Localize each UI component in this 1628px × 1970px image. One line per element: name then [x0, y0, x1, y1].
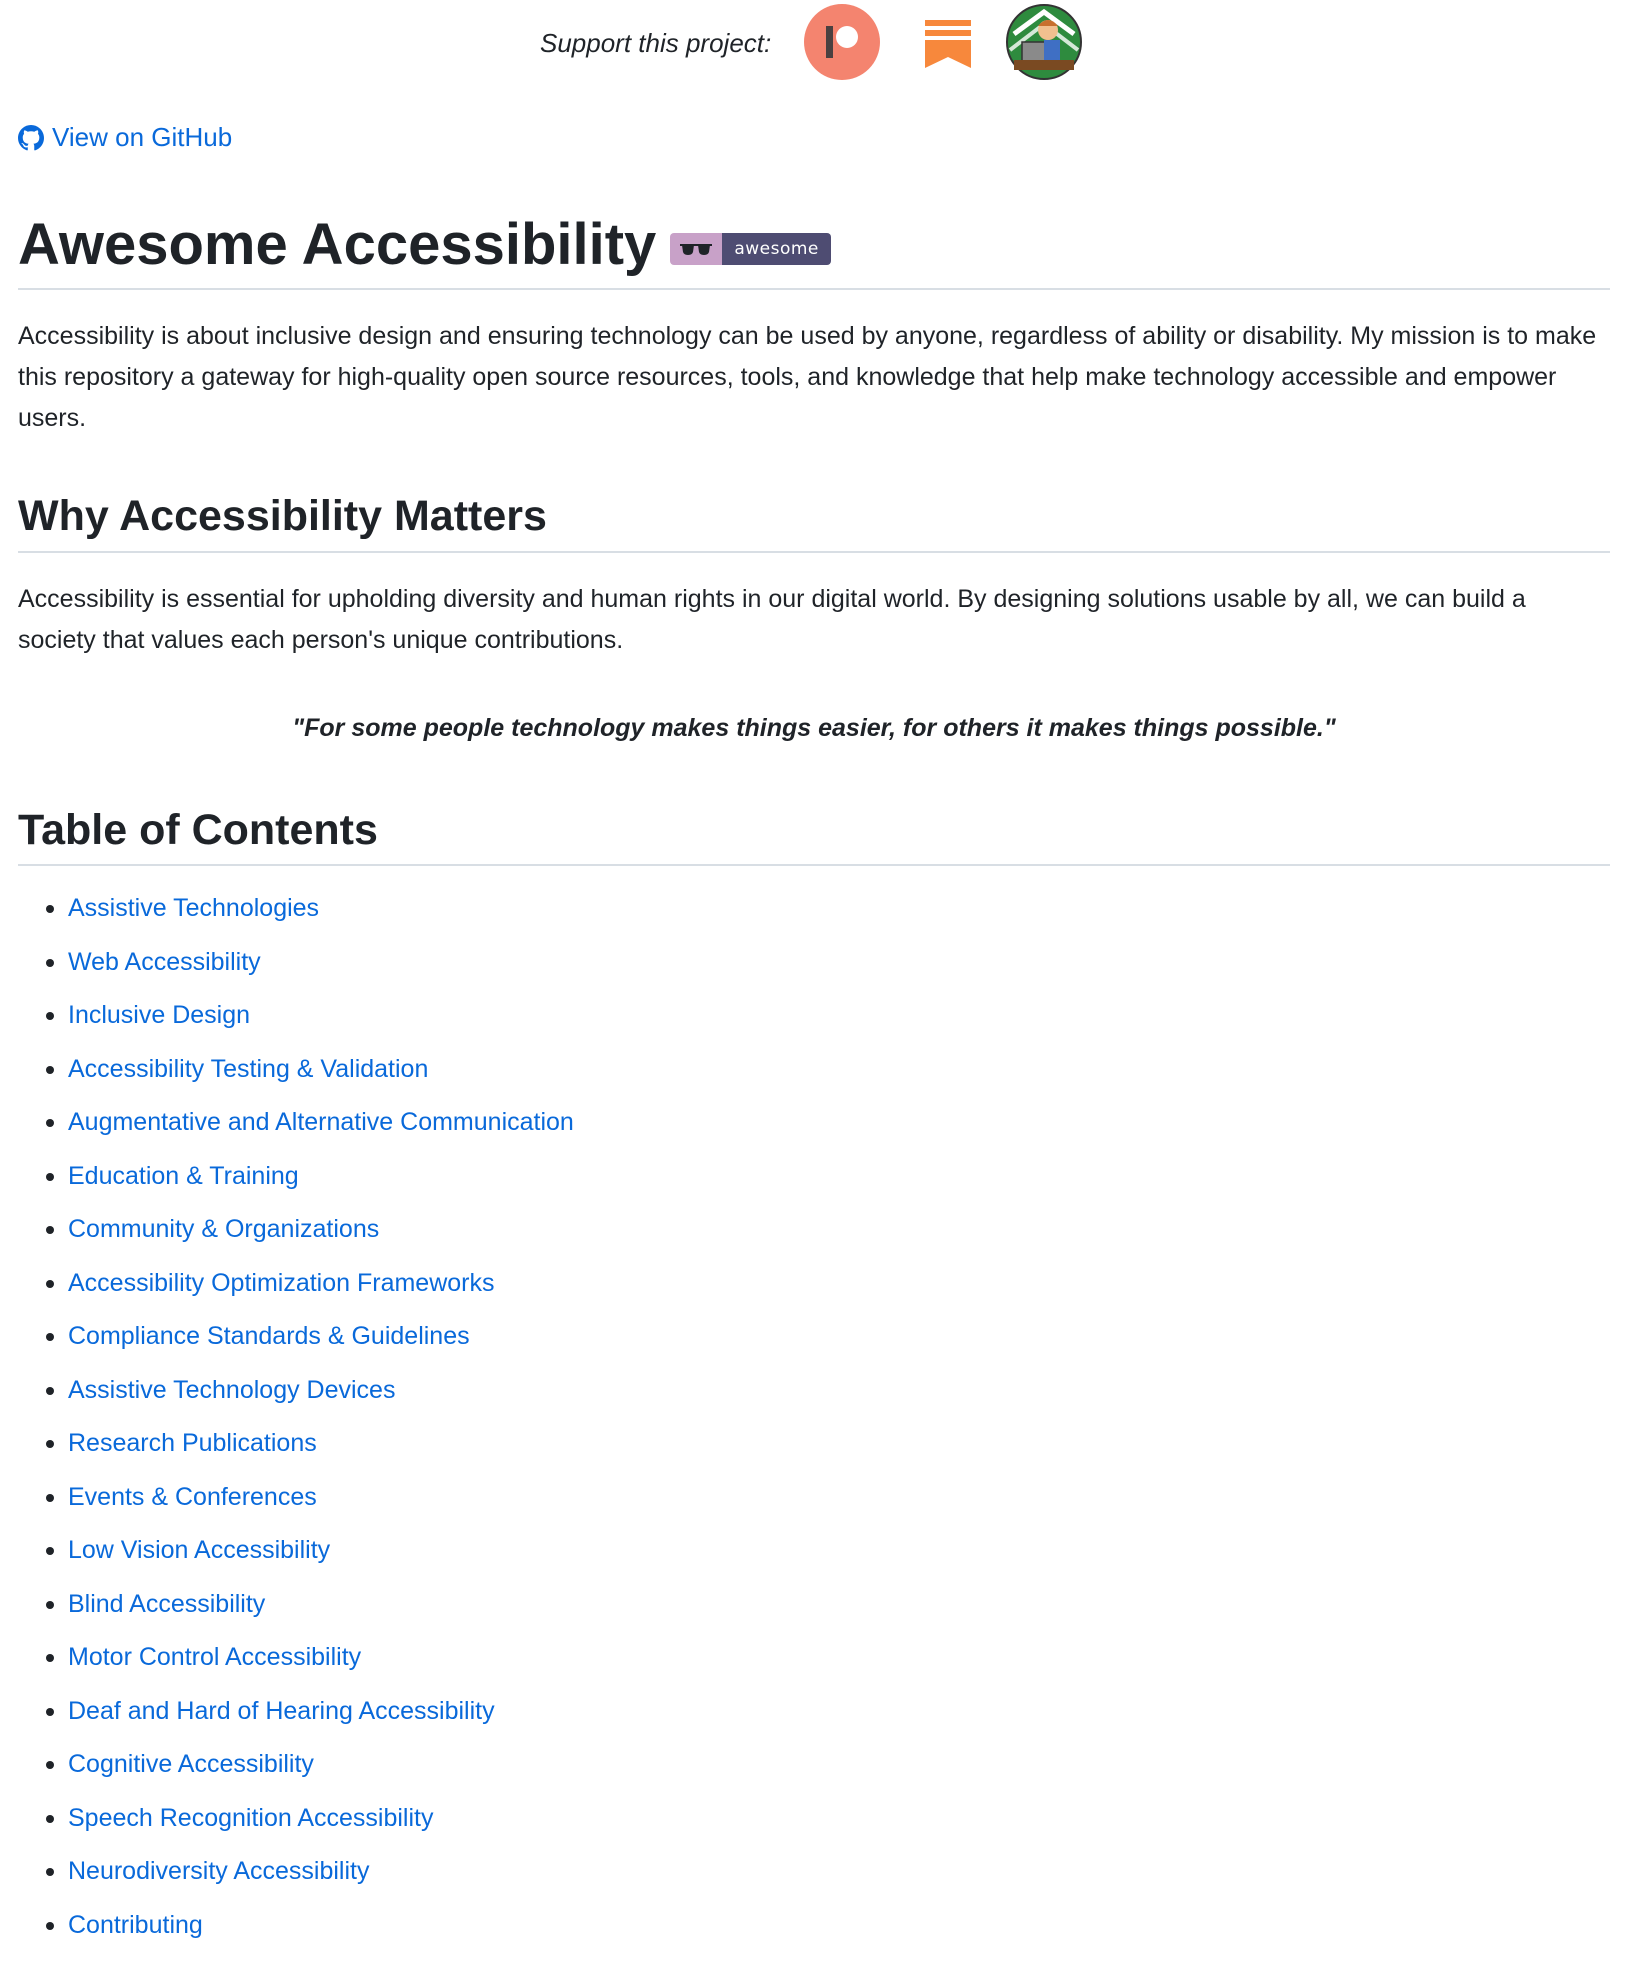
toc-link-accessibility-testing[interactable]: Accessibility Testing & Validation [68, 1054, 429, 1083]
toc-link-blind[interactable]: Blind Accessibility [68, 1589, 266, 1618]
toc-link-speech-recognition[interactable]: Speech Recognition Accessibility [68, 1803, 434, 1832]
toc-link-aac[interactable]: Augmentative and Alternative Communication [68, 1108, 574, 1136]
bullet [46, 1761, 54, 1769]
bullet [46, 1119, 54, 1127]
toc-link-low-vision[interactable]: Low Vision Accessibility [68, 1536, 331, 1564]
bullet [46, 1601, 54, 1609]
toc-link-optimization-frameworks[interactable]: Accessibility Optimization Frameworks [68, 1268, 495, 1297]
bullet [46, 1868, 54, 1876]
toc-link-neurodiversity[interactable]: Neurodiversity Accessibility [68, 1857, 370, 1885]
list-item [18, 1746, 818, 1800]
list-item [18, 1318, 818, 1372]
list-item [18, 1265, 818, 1319]
why-heading: Why Accessibility Matters [18, 492, 547, 540]
list-item [18, 1051, 818, 1105]
support-bar [0, 4, 1628, 80]
list-item [18, 1693, 818, 1747]
why-paragraph: Accessibility is essential for upholding diversity and human rights in our digital world. By designing solutions usable by all, we can build a society that values each person's unique contributions. [18, 585, 1526, 654]
toc-divider [18, 864, 1610, 866]
bullet [46, 1440, 54, 1448]
list-item [18, 1158, 818, 1212]
page-title-text: Awesome Accessibility [18, 212, 657, 277]
avatar-icon[interactable] [1006, 4, 1082, 80]
bullet [46, 1226, 54, 1234]
view-on-github-label: View on GitHub [52, 122, 233, 152]
list-item [18, 1800, 818, 1854]
list-item [18, 1104, 818, 1158]
toc-link-events[interactable]: Events & Conferences [68, 1482, 317, 1511]
bullet [46, 959, 54, 967]
toc-link-assistive-devices[interactable]: Assistive Technology Devices [68, 1375, 396, 1404]
patreon-icon[interactable] [804, 4, 880, 80]
ko-fi-bookmark-icon[interactable] [910, 4, 986, 80]
list-item [18, 1372, 818, 1426]
list-item [18, 1532, 818, 1586]
bullet [46, 1494, 54, 1502]
awesome-badge-label: awesome [722, 233, 831, 265]
toc-heading: Table of Contents [18, 806, 378, 854]
list-item [18, 944, 818, 998]
github-icon [18, 125, 44, 151]
toc-link-compliance[interactable]: Compliance Standards & Guidelines [68, 1322, 470, 1350]
awesome-badge[interactable] [670, 233, 831, 265]
toc-link-education-training[interactable]: Education & Training [68, 1161, 299, 1190]
toc-link-contributing[interactable]: Contributing [68, 1910, 203, 1939]
view-on-github-link[interactable] [18, 122, 232, 153]
list-item [18, 1425, 818, 1479]
list-item [18, 1853, 818, 1907]
bullet [46, 1922, 54, 1930]
quote: "For some people technology makes things easier, for others it makes things possible." [292, 714, 1336, 742]
bullet [46, 1708, 54, 1716]
list-item [18, 1479, 818, 1533]
toc-link-community[interactable]: Community & Organizations [68, 1215, 380, 1243]
title-divider [18, 288, 1610, 290]
bullet [46, 1547, 54, 1555]
toc-list [18, 890, 818, 1960]
support-label: Support this project: [540, 28, 772, 58]
toc-link-research[interactable]: Research Publications [68, 1429, 317, 1457]
list-item [18, 1586, 818, 1640]
toc-link-cognitive[interactable]: Cognitive Accessibility [68, 1750, 314, 1778]
bullet [46, 1815, 54, 1823]
why-divider [18, 551, 1610, 553]
toc-link-motor-control[interactable]: Motor Control Accessibility [68, 1643, 362, 1671]
bullet [46, 1012, 54, 1020]
list-item [18, 997, 818, 1051]
list-item [18, 890, 818, 944]
toc-link-deaf[interactable]: Deaf and Hard of Hearing Accessibility [68, 1696, 495, 1725]
list-item [18, 1211, 818, 1265]
list-item [18, 1907, 818, 1961]
toc-link-inclusive-design[interactable]: Inclusive Design [68, 1001, 251, 1029]
toc-link-web-accessibility[interactable]: Web Accessibility [68, 947, 261, 976]
sunglasses-icon [670, 233, 722, 265]
bullet [46, 1333, 54, 1341]
page-title [18, 210, 1610, 280]
bullet [46, 1654, 54, 1662]
bullet [46, 1066, 54, 1074]
bullet [46, 905, 54, 913]
bullet [46, 1280, 54, 1288]
bullet [46, 1387, 54, 1395]
bullet [46, 1173, 54, 1181]
intro-paragraph: Accessibility is about inclusive design and ensuring technology can be used by anyone, regardless of ability or disability. My mission is to make this repository a gateway for high-quality open source resources, tools, and knowledge that help make technology accessible and empower users. [18, 322, 1597, 432]
list-item [18, 1639, 818, 1693]
toc-link-assistive-technologies[interactable]: Assistive Technologies [68, 894, 320, 922]
